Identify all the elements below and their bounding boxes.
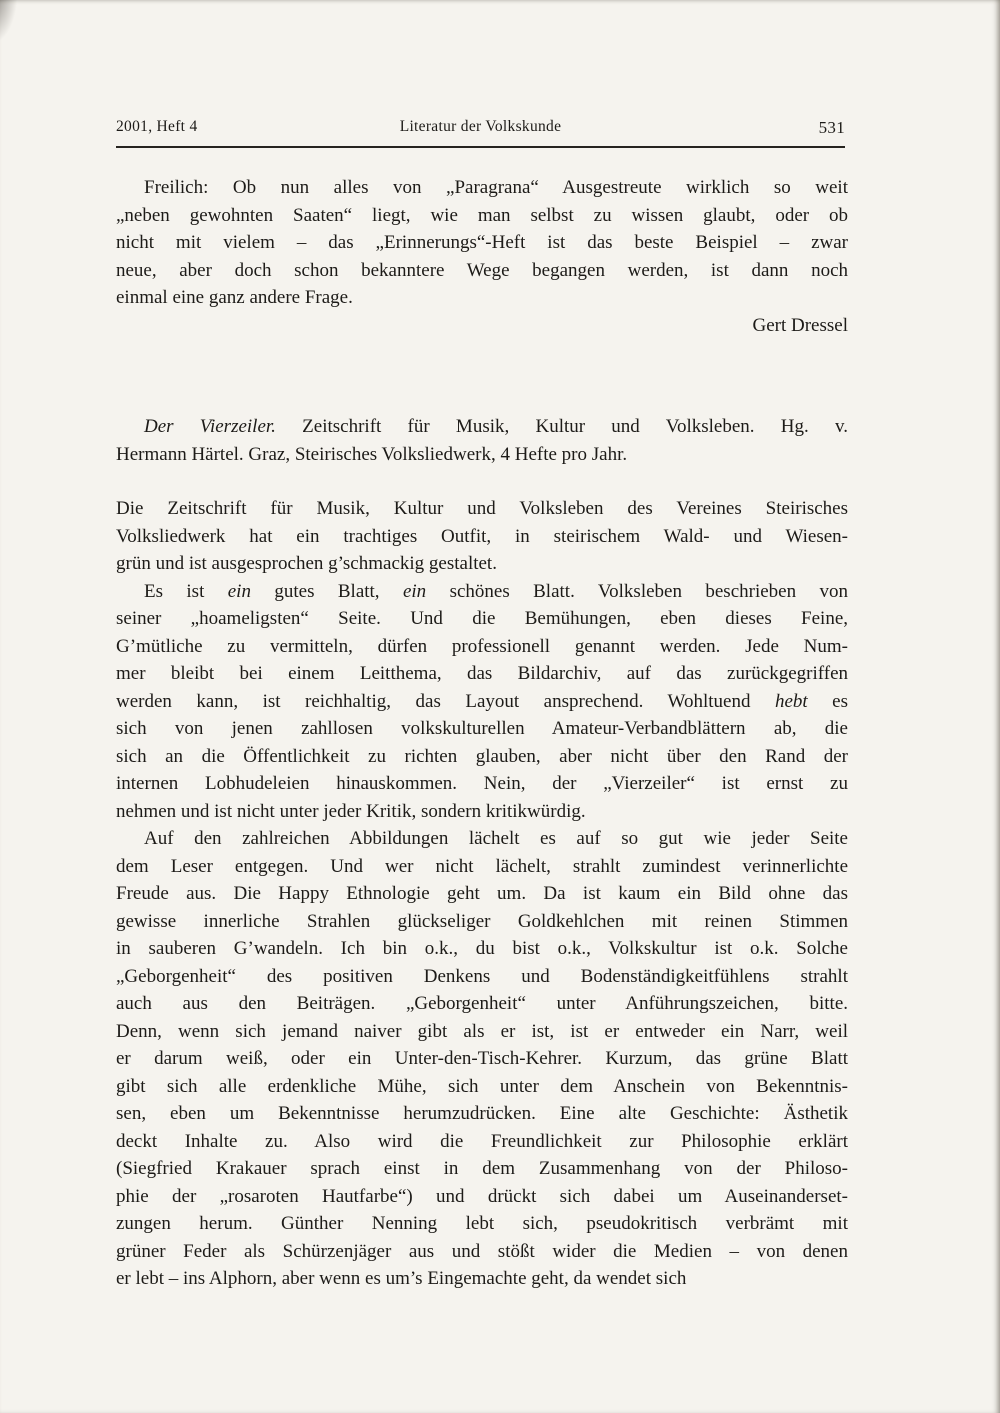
text-line: auch aus den Beiträgen. „Geborgenheit“ unter Anführungszeichen, bitte. (116, 993, 848, 1014)
page-number: 531 (818, 118, 845, 137)
paragraph (116, 413, 848, 468)
text-line: Es ist ein gutes Blatt, ein schönes Blatt. Volksleben beschrieben von (144, 580, 848, 602)
text-line: phie der „rosaroten Hautfarbe“) und drückt sich dabei um Auseinanderset- (116, 1185, 848, 1207)
text-line: (Siegfried Krakauer sprach einst in dem Zusammenhang von der Philoso- (116, 1158, 848, 1179)
author-signature: Gert Dressel (752, 314, 848, 336)
page-header (116, 118, 845, 138)
text-line: Der Vierzeiler. Zeitschrift für Musik, Kultur und Volksleben. Hg. v. (144, 416, 848, 437)
text-line: dem Leser entgegen. Und wer nicht lächelt, strahlt zumindest verinnerlichte (116, 855, 848, 877)
text-line: Denn, wenn sich jemand naiver gibt als er ist, ist er entweder ein Narr, weil (116, 1020, 848, 1042)
text-line: sich von jenen zahllosen volkskulturellen Amateur-Verbandblättern ab, die (116, 718, 848, 739)
scan-corner-artifact (0, 0, 18, 44)
text-line: neue, aber doch schon bekanntere Wege begangen werden, ist dann noch (116, 259, 848, 281)
journal-title: Literatur der Volkskunde (399, 118, 562, 135)
issue-info: 2001, Heft 4 (116, 118, 198, 135)
text-line: grüner Feder als Schürzenjäger aus und stößt wider die Medien – von denen (116, 1240, 848, 1262)
text-line: seiner „hoameligsten“ Seite. Und die Bemühungen, eben dieses Feine, (116, 608, 848, 629)
text-line: gibt sich alle erdenkliche Mühe, sich unter dem Anschein von Bekenntnis- (116, 1075, 848, 1097)
text-line: gewisse innerliche Strahlen glückseliger Goldkehlchen mit reinen Stimmen (116, 910, 848, 932)
text-line: deckt Inhalte zu. Also wird die Freundlichkeit zur Philosophie erklärt (116, 1130, 848, 1152)
text-line: Freude aus. Die Happy Ethnologie geht um. Da ist kaum ein Bild ohne das (116, 883, 848, 904)
text-line: grün und ist ausgesprochen g’schmackig gestaltet. (116, 553, 497, 574)
text-line: nicht mit vielem – das „Erinnerungs“-Heft ist das beste Beispiel – zwar (116, 232, 848, 253)
text-line: Volksliedwerk hat ein trachtiges Outfit, in steirischem Wald- und Wiesen- (116, 525, 848, 547)
text-line: zungen herum. Günther Nenning lebt sich, pseudokritisch verbrämt mit (116, 1213, 848, 1234)
text-line: werden kann, ist reichhaltig, das Layout ansprechend. Wohltuend hebt es (116, 690, 848, 712)
page-content (116, 174, 848, 1293)
text-line: er darum weiß, oder ein Unter-den-Tisch-Kehrer. Kurzum, das grüne Blatt (116, 1048, 848, 1069)
text-line: G’mütliche zu vermitteln, dürfen professionell genannt werden. Jede Num- (116, 635, 848, 657)
text-line: Hermann Härtel. Graz, Steirisches Volksliedwerk, 4 Hefte pro Jahr. (116, 443, 628, 465)
text-line: sen, eben um Bekenntnisse herumzudrücken. Eine alte Geschichte: Ästhetik (116, 1103, 848, 1124)
text-line: Auf den zahlreichen Abbildungen lächelt es auf so gut wie jeder Seite (144, 828, 848, 849)
text-line: sich an die Öffentlichkeit zu richten glauben, aber nicht über den Rand der (116, 745, 848, 767)
text-line: einmal eine ganz andere Frage. (116, 287, 353, 308)
text-line: Die Zeitschrift für Musik, Kultur und Volksleben des Vereines Steirisches (116, 498, 848, 519)
text-line: er lebt – ins Alphorn, aber wenn es um’s Eingemachte geht, da wendet sich (116, 1268, 687, 1289)
paragraph (116, 578, 848, 826)
text-line: internen Lobhudeleien hinauskommen. Nein, der „Vierzeiler“ ist ernst zu (116, 773, 848, 794)
text-line: in sauberen G’wandeln. Ich bin o.k., du bist o.k., Volkskultur ist o.k. Solche (116, 938, 848, 959)
paragraph (116, 825, 848, 1293)
text-line: „neben gewohnten Saaten“ liegt, wie man selbst zu wissen glaubt, oder ob (116, 204, 848, 226)
text-line: mer bleibt bei einem Leitthema, das Bildarchiv, auf das zurückgegriffen (116, 663, 848, 684)
header-rule (116, 146, 845, 148)
paragraph (116, 495, 848, 578)
text-line: „Geborgenheit“ des positiven Denkens und Bodenständigkeitfühlens strahlt (116, 965, 848, 987)
paragraph (116, 174, 848, 312)
text-line: nehmen und ist nicht unter jeder Kritik, sondern kritikwürdig. (116, 800, 586, 822)
text-line: Freilich: Ob nun alles von „Paragrana“ Ausgestreute wirklich so weit (144, 177, 848, 198)
